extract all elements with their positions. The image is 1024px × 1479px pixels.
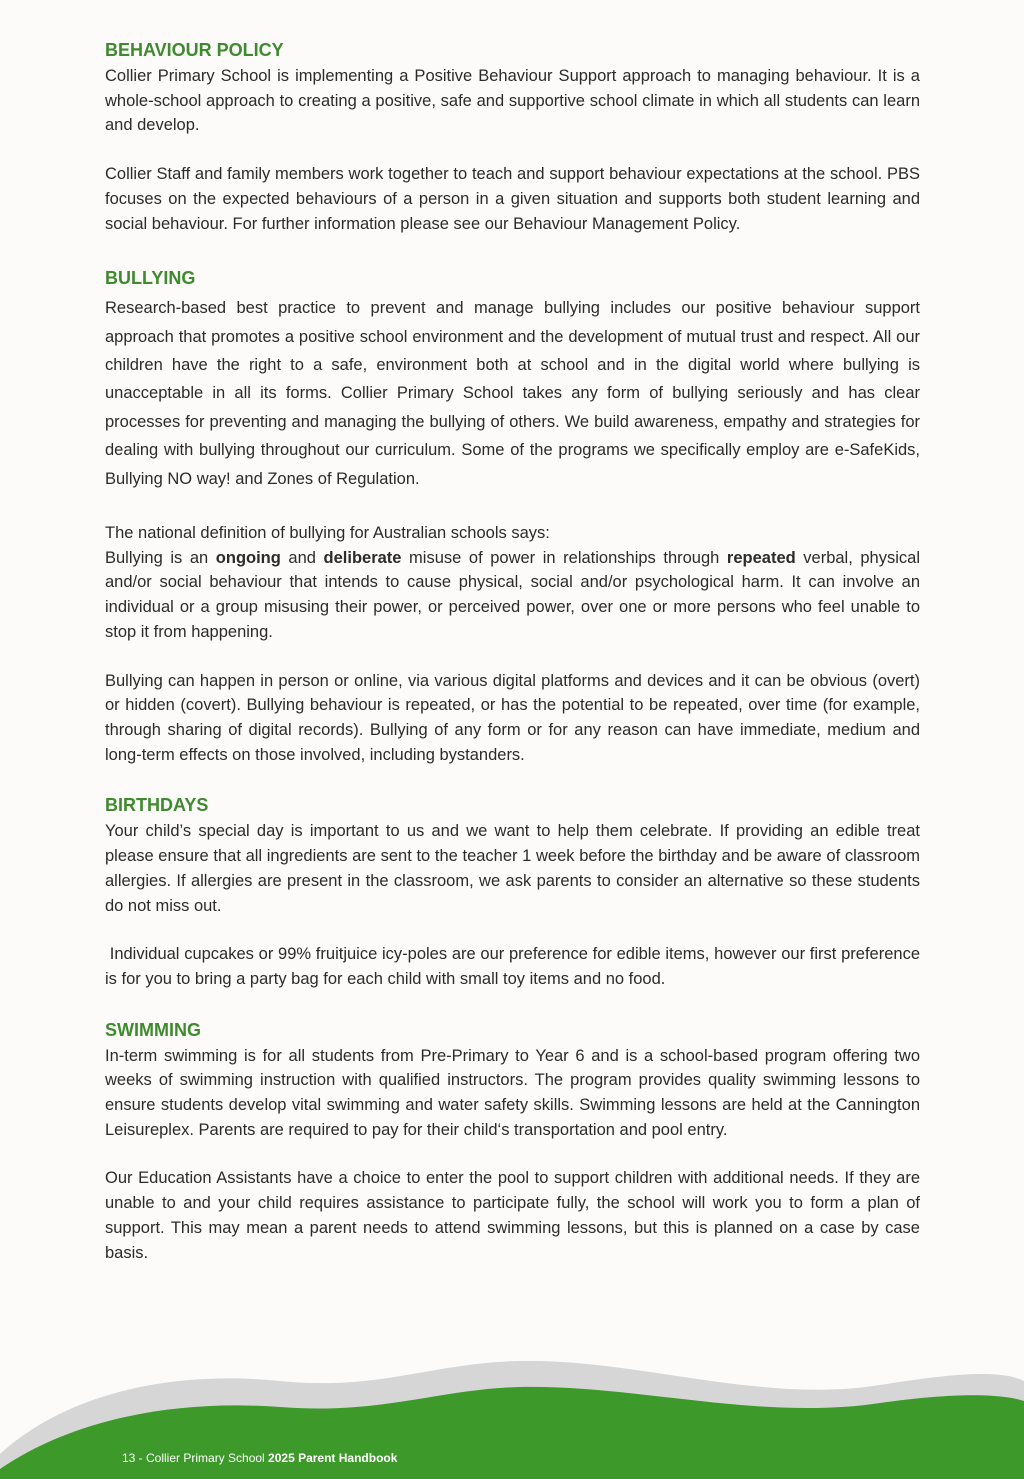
bullying-paragraph-1: Research-based best practice to prevent and manage bullying includes our positive behaviour support approach that promotes a positive school environment and the development of mutual trust and respect. All our children have the right to a safe, environment both at school and in the digital world where bullying is unacceptable in all its forms. Collier Primary School takes any form of bullying seriously and has clear processes for preventing and managing the bullying of others. We build awareness, empathy and strategies for dealing with bullying throughout our curriculum. Some of the programs we specifically employ are e-SafeKids, Bullying NO way! and Zones of Regulation. (105, 299, 920, 488)
bullying-paragraph-3: Bullying can happen in person or online, via various digital platforms and devices and it can be obvious (overt) or hidden (covert). Bullying behaviour is repeated, or has the potential to be repeated, over time (for example, through sharing of digital records). Bullying of any form or for any reason can have immediate, medium and long-term effects on those involved, including bystanders. (105, 671, 920, 764)
page-footer (122, 1451, 397, 1465)
repeated-bold: repeated (726, 548, 796, 567)
footer-handbook-title: 2025 Parent Handbook (268, 1451, 398, 1465)
bullying-definition-intro: The national definition of bullying for Australian schools says: (105, 524, 550, 543)
behaviour-paragraph-1: Collier Primary School is implementing a Positive Behaviour Support approach to managing behaviour. It is a whole-school approach to creating a positive, safe and supportive school climate in which all students can learn and develop. (105, 67, 920, 135)
page-content (105, 38, 925, 1265)
ongoing-bold: ongoing (215, 548, 281, 567)
bullying-section (105, 266, 920, 767)
behaviour-policy-heading: BEHAVIOUR POLICY (105, 40, 284, 60)
behaviour-paragraph-2: Collier Staff and family members work together to teach and support behaviour expectations at the school. PBS focuses on the expected behaviours of a person in a given situation and supports both student learning and social behaviour. For further information please see our Behaviour Management Policy. (105, 165, 920, 233)
footer-page-label: 13 - Collier Primary School (122, 1451, 269, 1465)
swimming-paragraph-2: Our Education Assistants have a choice to enter the pool to support children with additional needs. If they are unable to and your child requires assistance to participate fully, the school will work you to form a plan of support. This may mean a parent needs to attend swimming lessons, but this is planned on a case by case basis. (105, 1169, 920, 1262)
birthdays-paragraph-1: Your child’s special day is important to us and we want to help them celebrate. If providing an edible treat please ensure that all ingredients are sent to the teacher 1 week before the birthday and be aware of classroom allergies. If allergies are present in the classroom, we ask parents to consider an alternative so these students do not miss out. (105, 822, 920, 915)
deliberate-bold: deliberate (323, 548, 402, 567)
bullying-definition: Bullying is an ongoing and deliberate misuse of power in relationships through repeated verbal, physical and/or social behaviour that intends to cause physical, social and/or psychological harm. It can involve an individual or a group misusing their power, or perceived power, over one or more persons who feel unable to stop it from happening. (105, 548, 920, 641)
swimming-heading: SWIMMING (105, 1019, 201, 1040)
birthdays-heading: BIRTHDAYS (105, 795, 209, 816)
birthdays-paragraph-2: Individual cupcakes or 99% fruitjuice icy-poles are our preference for edible items, however our first preference is for you to bring a party bag for each child with small toy items and no food. (105, 945, 925, 988)
bullying-heading: BULLYING (105, 268, 196, 289)
swimming-paragraph-1: In-term swimming is for all students from Pre-Primary to Year 6 and is a school-based program offering two weeks of swimming instruction with qualified instructors. The program provides quality swimming lessons to ensure students develop vital swimming and water safety skills. Swimming lessons are held at the Cannington Leisureplex. Parents are required to pay for their child‘s transportation and pool entry. (105, 1046, 920, 1139)
